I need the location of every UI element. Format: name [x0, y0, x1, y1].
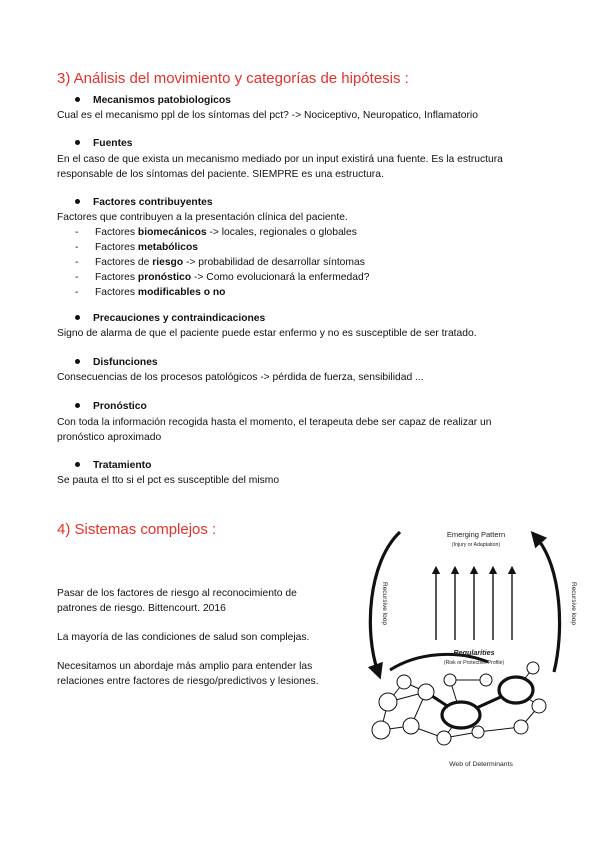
bullet-pronostico: [75, 401, 147, 412]
bullet-dot: [75, 199, 80, 204]
list-item: - Factores de riesgo -> probabilidad de desarrollar síntomas: [75, 257, 365, 268]
web-of-determinants-label: Web of Determinants: [449, 761, 513, 768]
text-fuentes-1: En el caso de que exista un mecanismo mediado por un input existirá una fuente. Es la estructura: [57, 154, 503, 165]
bullet-dot: [75, 97, 80, 102]
heading-disfunciones: Disfunciones: [93, 357, 158, 368]
text-pronostico-2: pronóstico aproximado: [57, 432, 162, 443]
bullet-dot: [75, 359, 80, 364]
heading-tratamiento: Tratamiento: [93, 460, 152, 471]
heading-factores: Factores contribuyentes: [93, 197, 213, 208]
list-item: - Factores modificables o no: [75, 287, 226, 298]
bullet-dot: [75, 403, 80, 408]
regularities-title: Regularities: [453, 648, 495, 657]
bullet-precauciones: [75, 313, 265, 324]
heading-pronostico: Pronóstico: [93, 401, 147, 412]
list-item: - Factores pronóstico -> Como evolucionará la enfermedad?: [75, 272, 370, 283]
section-4-title: 4) Sistemas complejos :: [57, 521, 217, 538]
web-nodes: [372, 662, 546, 745]
heading-fuentes: Fuentes: [93, 138, 133, 149]
bullet-dot: [75, 315, 80, 320]
text-factores-intro: Factores que contribuyen a la presentación clínica del paciente.: [57, 212, 348, 223]
recursive-loop-right: Recursive loop: [570, 582, 577, 625]
text-s4-p1-line1: Pasar de los factores de riesgo al reconocimiento de: [57, 588, 297, 599]
text-tratamiento: Se pauta el tto si el pct es susceptible del mismo: [57, 475, 280, 486]
text-s4-p1-line2: patrones de riesgo. Bittencourt. 2016: [57, 603, 226, 614]
regularities-subtitle: (Risk or Protective Profile): [443, 660, 505, 666]
factores-list: [75, 225, 369, 300]
right-loop-arc: [536, 537, 560, 672]
bullet-dot: [75, 140, 80, 145]
bullet-fuentes: [75, 138, 132, 149]
bullet-disfunciones: [75, 357, 158, 368]
complex-systems-diagram: [358, 522, 577, 772]
text-precauciones: Signo de alarma de que el paciente puede estar enfermo y no es susceptible de ser tratado.: [57, 328, 477, 339]
bullet-mecanismos: [75, 95, 231, 106]
bullet-factores: [75, 197, 213, 208]
recursive-loop-left: Recursive loop: [381, 582, 388, 625]
text-disfunciones: Consecuencias de los procesos patológicos -> pérdida de fuerza, sensibilidad ...: [57, 372, 424, 383]
list-item: - Factores metabólicos: [75, 242, 199, 253]
text-fuentes-2: responsable de los síntomas del paciente. SIEMPRE es una estructura.: [57, 169, 384, 180]
list-item: - Factores biomecánicos -> locales, regionales o globales: [75, 227, 357, 238]
text-s4-p3-line2: relaciones entre factores de riesgo/predictivos y lesiones.: [57, 676, 319, 687]
bullet-dot: [75, 462, 80, 467]
text-pronostico-1: Con toda la información recogida hasta el momento, el terapeuta debe ser capaz de realizar un: [57, 417, 492, 428]
bullet-tratamiento: [75, 460, 151, 471]
section-3-title: 3) Análisis del movimiento y categorías de hipótesis :: [57, 70, 409, 87]
text-mecanismos: Cual es el mecanismo ppl de los síntomas del pct? -> Nociceptivo, Neuropatico, Inflamatorio: [57, 110, 478, 121]
emerging-pattern-title: Emerging Pattern: [446, 530, 506, 539]
heading-precauciones: Precauciones y contraindicaciones: [93, 313, 266, 324]
text-s4-p3-line1: Necesitamos un abordaje más amplio para entender las: [57, 661, 313, 672]
heading-mecanismos: Mecanismos patobiologicos: [93, 95, 231, 106]
emerging-pattern-subtitle: (Injury or Adaptation): [451, 542, 501, 548]
text-s4-p2: La mayoría de las condiciones de salud son complejas.: [57, 632, 310, 643]
